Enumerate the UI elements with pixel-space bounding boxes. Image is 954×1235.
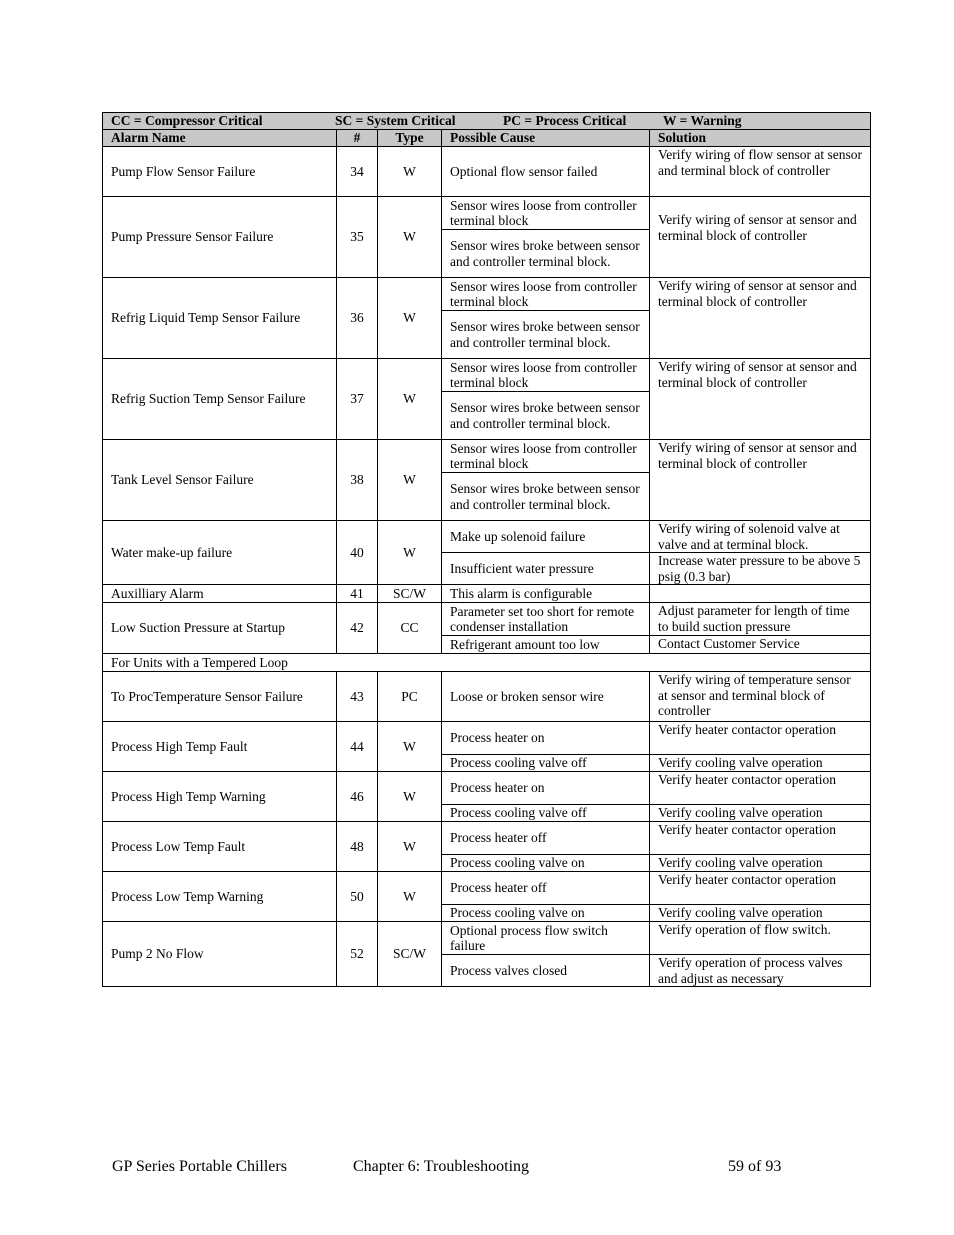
solution: Verify cooling valve operation — [650, 905, 871, 922]
possible-cause: Process heater on — [442, 722, 650, 755]
possible-cause: Optional process flow switch failure — [442, 922, 650, 955]
alarm-number: 35 — [337, 197, 378, 278]
solution: Verify wiring of flow sensor at sensor and terminal block of controller — [650, 147, 871, 197]
table-row — [103, 278, 871, 311]
alarm-type: W — [378, 359, 442, 440]
legend-cc: CC = Compressor Critical — [111, 113, 263, 129]
alarm-name: Low Suction Pressure at Startup — [103, 603, 337, 654]
table-row — [103, 872, 871, 905]
header-possible-cause: Possible Cause — [442, 130, 650, 147]
footer-page-number: 59 of 93 — [728, 1158, 782, 1175]
legend — [111, 113, 862, 129]
alarm-type: W — [378, 197, 442, 278]
possible-cause: Sensor wires loose from controller terminal block — [442, 359, 650, 392]
table-row — [103, 603, 871, 636]
solution: Increase water pressure to be above 5 psig (0.3 bar) — [650, 553, 871, 585]
table-row — [103, 722, 871, 755]
section-row — [103, 654, 871, 672]
solution: Verify cooling valve operation — [650, 805, 871, 822]
alarm-number: 42 — [337, 603, 378, 654]
header-type: Type — [378, 130, 442, 147]
alarm-name: To ProcTemperature Sensor Failure — [103, 672, 337, 722]
possible-cause: Loose or broken sensor wire — [442, 672, 650, 722]
solution: Verify heater contactor operation — [650, 722, 871, 755]
alarm-number: 41 — [337, 585, 378, 603]
section-label: For Units with a Tempered Loop — [103, 654, 871, 672]
alarm-number: 37 — [337, 359, 378, 440]
solution: Verify cooling valve operation — [650, 755, 871, 772]
solution: Verify cooling valve operation — [650, 855, 871, 872]
solution: Verify heater contactor operation — [650, 872, 871, 905]
alarm-name: Process High Temp Fault — [103, 722, 337, 772]
alarm-type: SC/W — [378, 922, 442, 987]
header-row — [103, 130, 871, 147]
table-row — [103, 197, 871, 230]
alarm-name: Refrig Liquid Temp Sensor Failure — [103, 278, 337, 359]
possible-cause: Insufficient water pressure — [442, 553, 650, 585]
table-row — [103, 521, 871, 553]
possible-cause: Make up solenoid failure — [442, 521, 650, 553]
possible-cause: Process cooling valve off — [442, 755, 650, 772]
alarm-number: 46 — [337, 772, 378, 822]
table-row — [103, 440, 871, 473]
solution: Verify heater contactor operation — [650, 822, 871, 855]
solution: Verify wiring of temperature sensor at sensor and terminal block of controller — [650, 672, 871, 722]
legend-row — [103, 113, 871, 130]
alarm-number: 36 — [337, 278, 378, 359]
legend-pc: PC = Process Critical — [503, 113, 627, 129]
possible-cause: Sensor wires broke between sensor and controller terminal block. — [442, 230, 650, 278]
alarm-number: 50 — [337, 872, 378, 922]
possible-cause: Process cooling valve off — [442, 805, 650, 822]
table-row — [103, 922, 871, 955]
possible-cause: Sensor wires broke between sensor and controller terminal block. — [442, 392, 650, 440]
legend-sc: SC = System Critical — [335, 113, 456, 129]
alarm-name: Tank Level Sensor Failure — [103, 440, 337, 521]
possible-cause: Sensor wires loose from controller terminal block — [442, 278, 650, 311]
alarm-name: Pump Pressure Sensor Failure — [103, 197, 337, 278]
alarm-name: Auxilliary Alarm — [103, 585, 337, 603]
solution: Verify wiring of sensor at sensor and terminal block of controller — [650, 359, 871, 440]
alarm-type: W — [378, 772, 442, 822]
legend-w: W = Warning — [663, 113, 742, 129]
alarm-type: SC/W — [378, 585, 442, 603]
solution: Verify operation of flow switch. — [650, 922, 871, 955]
footer-chapter: Chapter 6: Troubleshooting — [353, 1158, 530, 1175]
alarm-number: 52 — [337, 922, 378, 987]
solution: Verify wiring of sensor at sensor and terminal block of controller — [650, 278, 871, 359]
legend-cell — [103, 113, 871, 130]
possible-cause: Process cooling valve on — [442, 905, 650, 922]
possible-cause: Sensor wires broke between sensor and controller terminal block. — [442, 473, 650, 521]
table-row — [103, 585, 871, 603]
alarm-number: 43 — [337, 672, 378, 722]
possible-cause: Parameter set too short for remote condenser installation — [442, 603, 650, 636]
table-row — [103, 359, 871, 392]
possible-cause: Sensor wires loose from controller terminal block — [442, 197, 650, 230]
footer-document-title: GP Series Portable Chillers — [112, 1158, 287, 1175]
header-solution: Solution — [650, 130, 871, 147]
alarm-type: W — [378, 872, 442, 922]
page-footer — [112, 1158, 812, 1178]
alarm-name: Process Low Temp Fault — [103, 822, 337, 872]
alarm-type: W — [378, 278, 442, 359]
alarm-name: Refrig Suction Temp Sensor Failure — [103, 359, 337, 440]
solution: Verify heater contactor operation — [650, 772, 871, 805]
alarm-type: W — [378, 147, 442, 197]
possible-cause: Sensor wires broke between sensor and controller terminal block. — [442, 311, 650, 359]
alarm-type: PC — [378, 672, 442, 722]
alarm-name: Process High Temp Warning — [103, 772, 337, 822]
possible-cause: Process heater on — [442, 772, 650, 805]
alarm-type: W — [378, 440, 442, 521]
alarm-type: CC — [378, 603, 442, 654]
alarm-table — [102, 112, 871, 987]
alarm-number: 34 — [337, 147, 378, 197]
solution: Verify operation of process valves and adjust as necessary — [650, 955, 871, 987]
alarm-number: 48 — [337, 822, 378, 872]
alarm-name: Pump Flow Sensor Failure — [103, 147, 337, 197]
alarm-name: Water make-up failure — [103, 521, 337, 585]
solution: Verify wiring of sensor at sensor and terminal block of controller — [650, 197, 871, 278]
alarm-number: 40 — [337, 521, 378, 585]
possible-cause: Sensor wires loose from controller terminal block — [442, 440, 650, 473]
alarm-number: 38 — [337, 440, 378, 521]
header-alarm-name: Alarm Name — [103, 130, 337, 147]
solution: Verify wiring of solenoid valve at valve and at terminal block. — [650, 521, 871, 553]
possible-cause: Process heater off — [442, 822, 650, 855]
possible-cause: Optional flow sensor failed — [442, 147, 650, 197]
solution: Verify wiring of sensor at sensor and terminal block of controller — [650, 440, 871, 521]
alarm-name: Pump 2 No Flow — [103, 922, 337, 987]
header-number: # — [337, 130, 378, 147]
solution: Contact Customer Service — [650, 636, 871, 654]
alarm-type: W — [378, 722, 442, 772]
alarm-type: W — [378, 521, 442, 585]
possible-cause: Process valves closed — [442, 955, 650, 987]
table-row — [103, 147, 871, 197]
table-row — [103, 772, 871, 805]
table-row — [103, 672, 871, 722]
table-row — [103, 822, 871, 855]
solution: Adjust parameter for length of time to build suction pressure — [650, 603, 871, 636]
possible-cause: This alarm is configurable — [442, 585, 650, 603]
possible-cause: Process heater off — [442, 872, 650, 905]
alarm-number: 44 — [337, 722, 378, 772]
alarm-type: W — [378, 822, 442, 872]
possible-cause: Process cooling valve on — [442, 855, 650, 872]
possible-cause: Refrigerant amount too low — [442, 636, 650, 654]
alarm-name: Process Low Temp Warning — [103, 872, 337, 922]
solution — [650, 585, 871, 603]
alarm-table-body — [103, 113, 871, 987]
